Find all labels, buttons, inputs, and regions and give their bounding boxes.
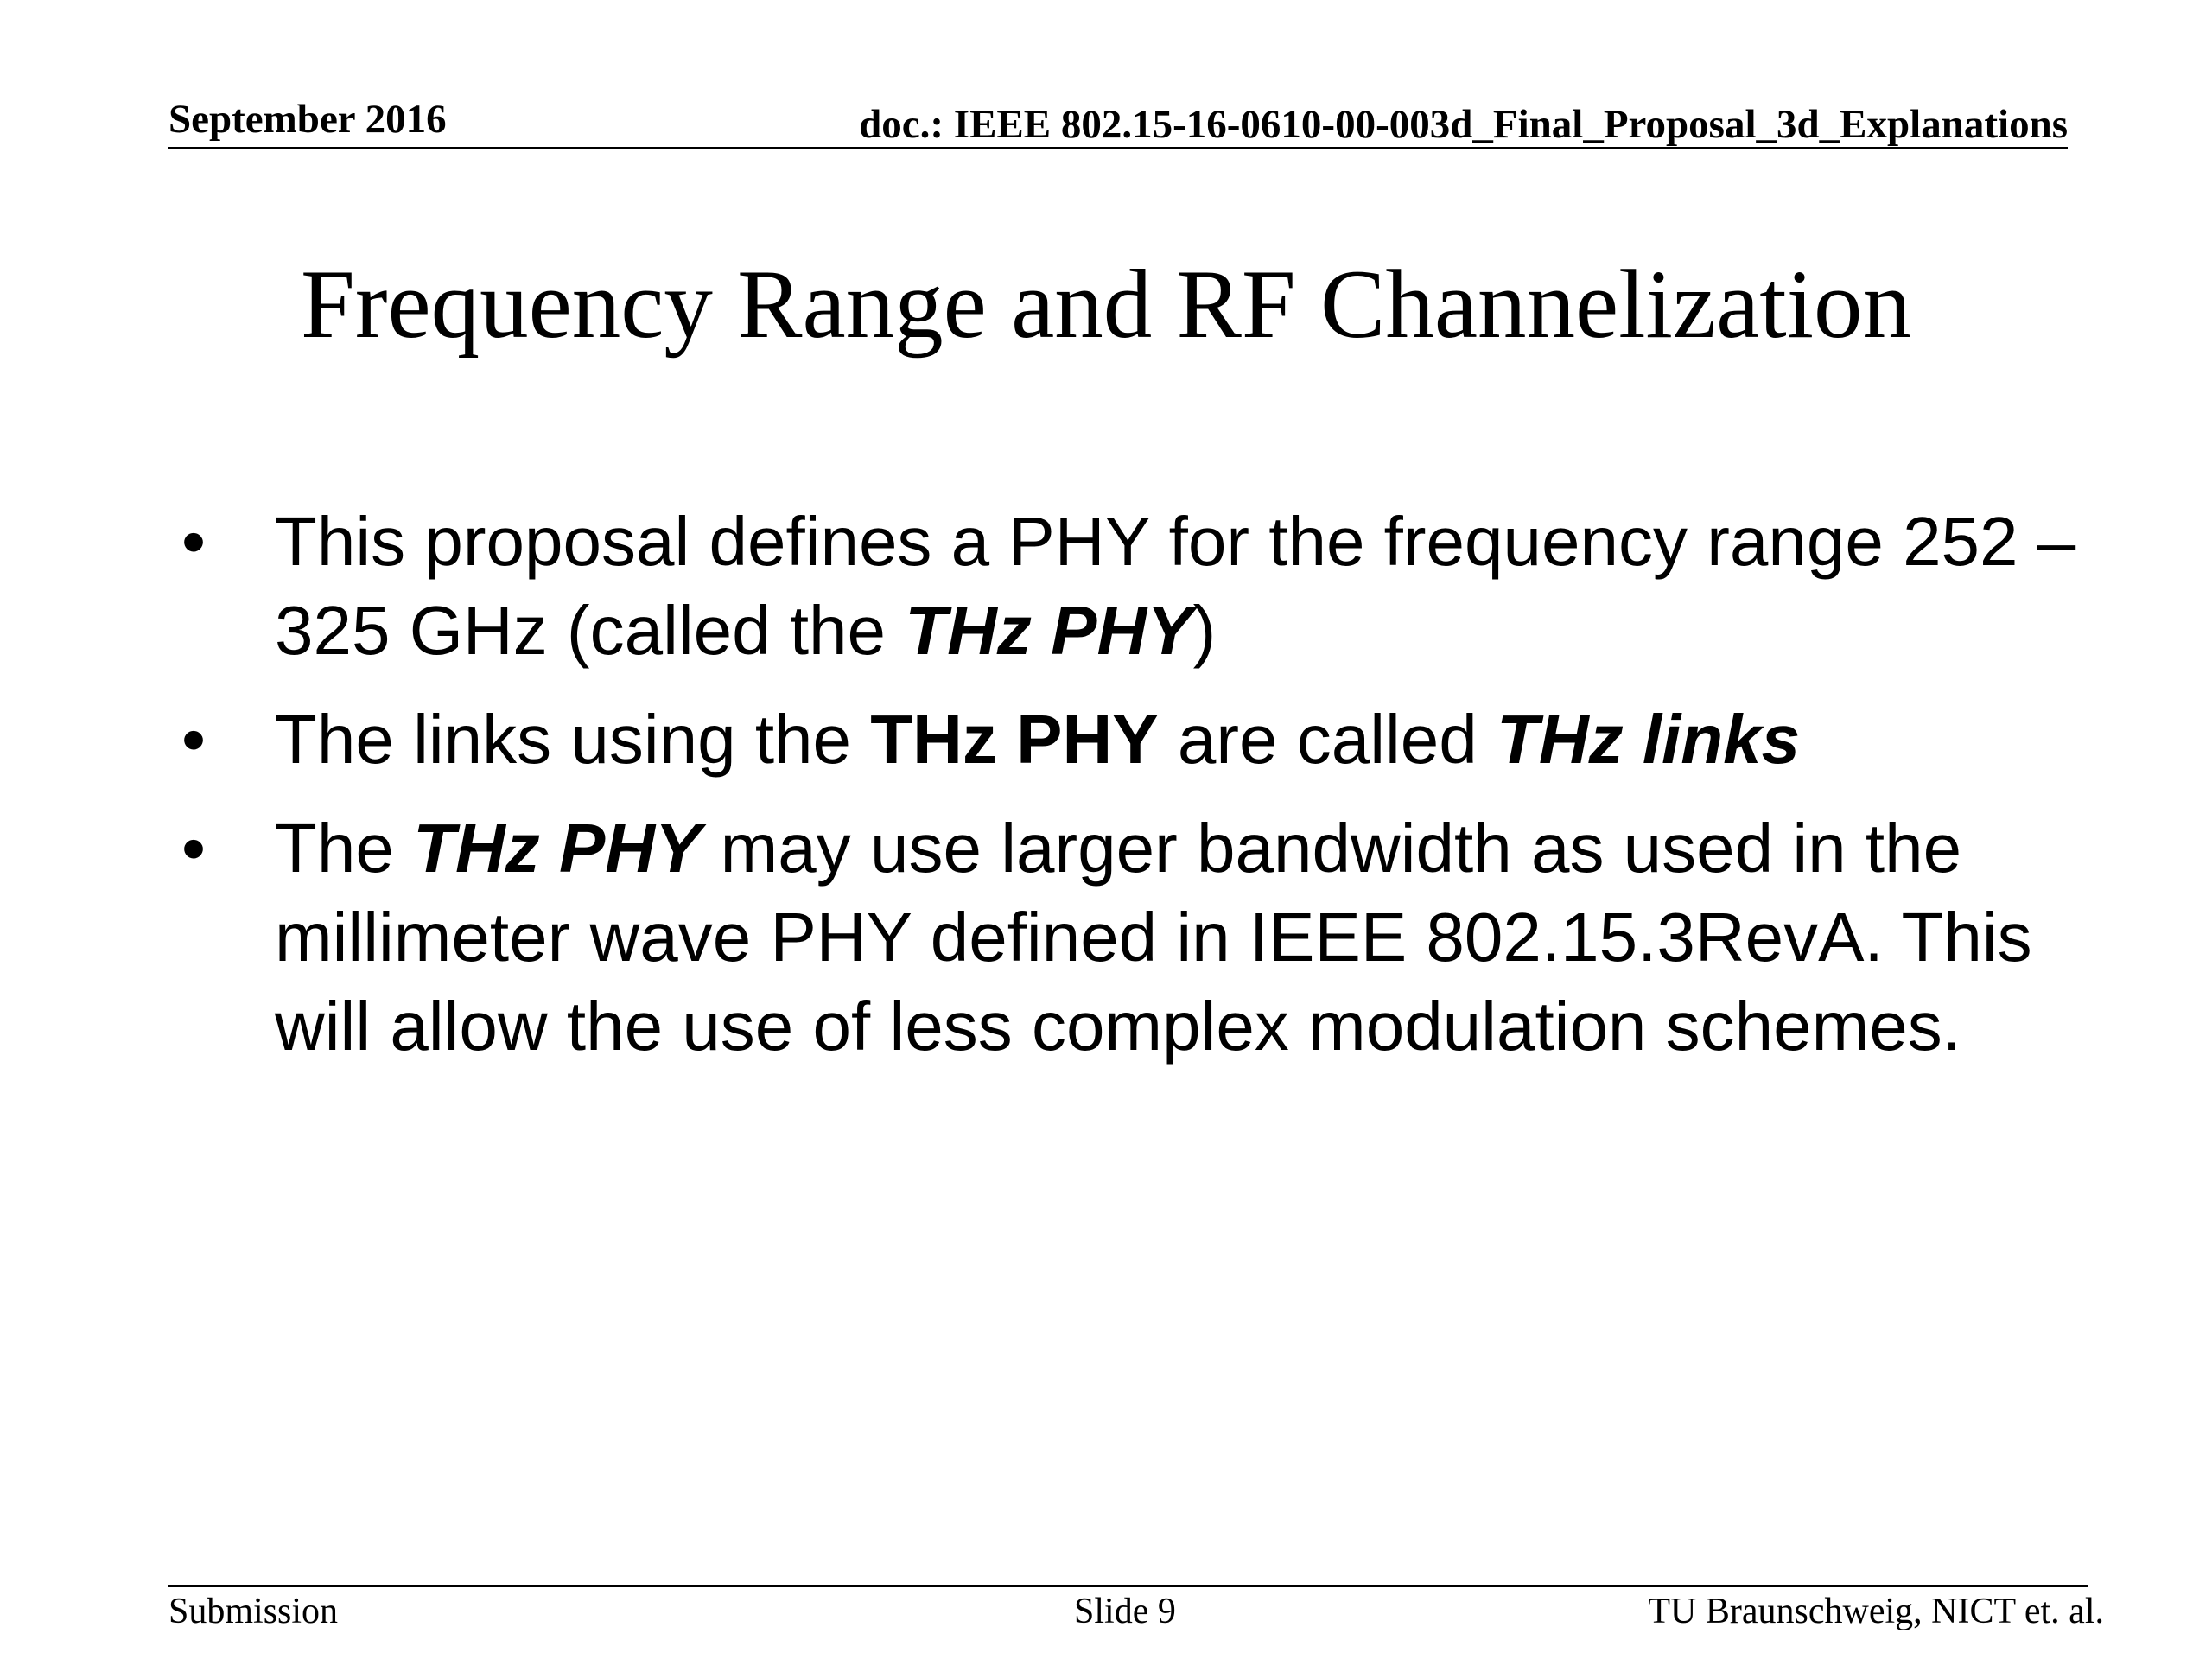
bullet-item-thz-links (181, 695, 2108, 784)
bullet-emphasis: THz PHY (905, 592, 1193, 669)
bullet-text: are called (1158, 701, 1497, 778)
bullet-item-bandwidth (181, 804, 2108, 1071)
bullet-item-frequency-range (181, 497, 2108, 675)
bullet-text: ) (1192, 592, 1217, 669)
footer-authors: TU Braunschweig, NICT et. al. (1648, 1592, 2104, 1631)
bullet-list (181, 497, 2108, 1090)
bullet-emphasis: THz PHY (413, 810, 702, 887)
bullet-icon: • (181, 503, 207, 580)
bullet-text: may use larger bandwidth as used in the millimeter wave PHY defined in IEEE 802.15.3RevA. This will allow the use of less complex modulation schemes. (275, 810, 2032, 1065)
header-date: September 2016 (168, 97, 447, 142)
footer-submission: Submission (168, 1592, 339, 1631)
footer-slide-number: Slide 9 (1074, 1592, 1176, 1631)
footer-divider (168, 1585, 2088, 1587)
bullet-bold: THz PHY (870, 701, 1159, 778)
header-doc-id: doc.: IEEE 802.15-16-0610-00-003d_Final_Proposal_3d_Explanations (859, 102, 2068, 147)
bullet-text: This proposal defines a PHY for the frequency range 252 – 325 GHz (called the (275, 503, 2076, 669)
bullet-icon: • (181, 701, 207, 778)
bullet-text: The (275, 810, 414, 887)
bullet-icon: • (181, 810, 207, 887)
bullet-text: The links using the (275, 701, 871, 778)
slide-title: Frequency Range and RF Channelization (300, 251, 1912, 359)
bullet-emphasis: THz links (1496, 701, 1801, 778)
header-divider (168, 147, 2068, 149)
